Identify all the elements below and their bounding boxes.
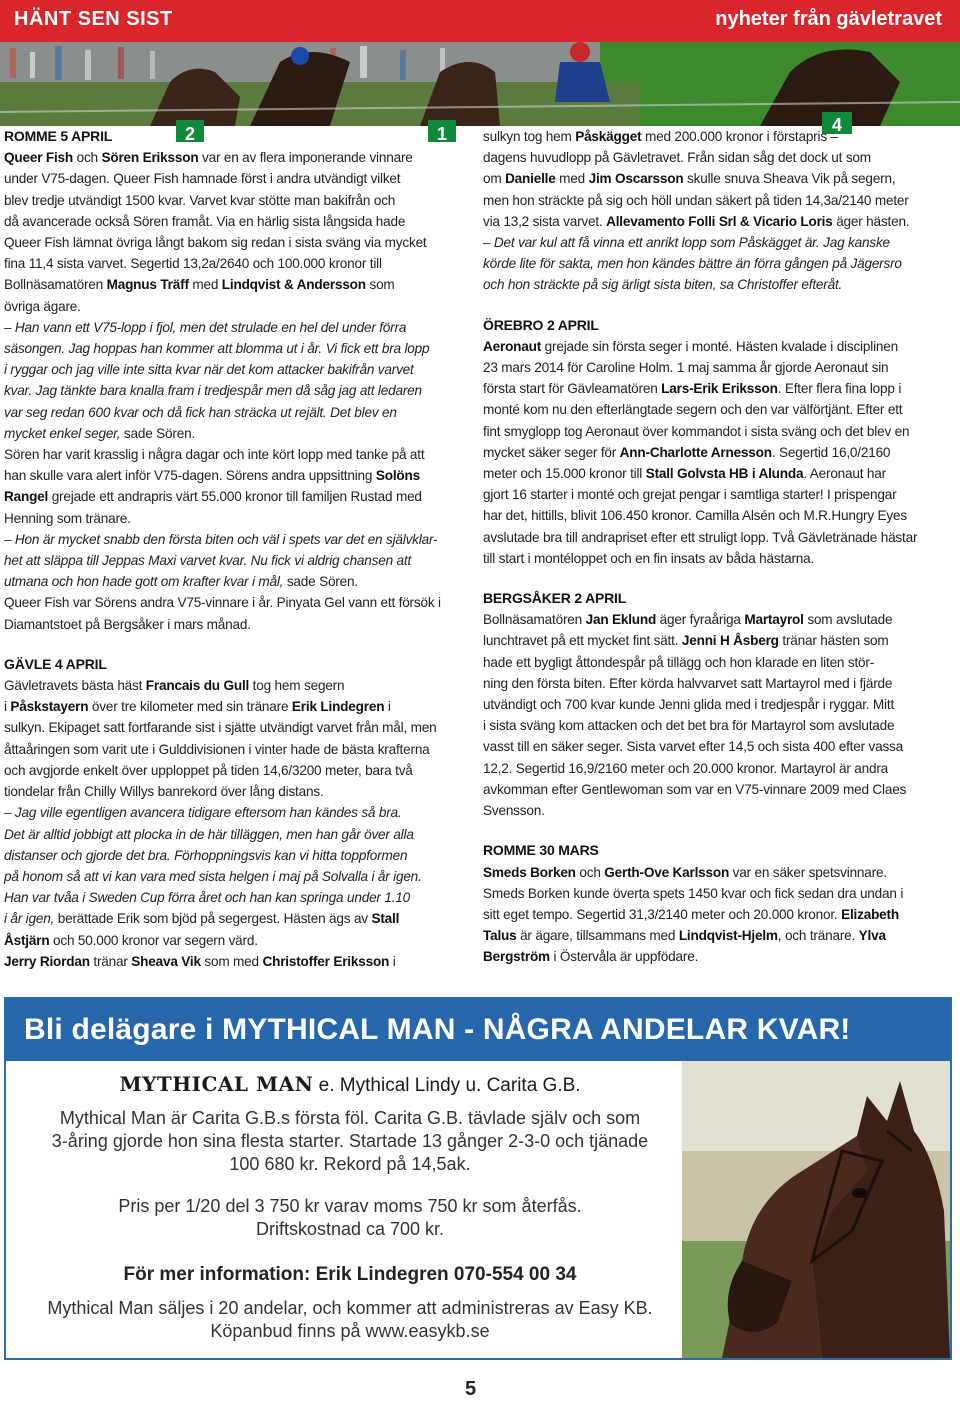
text-line: 12,2. Segertid 16,9/2160 meter och 20.000 kronor. Martayrol är andra: [483, 760, 889, 776]
race-heading: ROMME 5 APRIL: [4, 128, 113, 144]
sale-info: Mythical Man säljes i 20 andelar, och kommer att administreras av Easy KB. Köpanbud finns på www.easykb.se: [14, 1297, 686, 1343]
quote-line: och hon sträckte på sig ärligt sista biten, sa Christoffer efteråt.: [483, 277, 843, 293]
text-line: övriga ägare.: [4, 298, 81, 314]
text-line: 23 mars 2014 för Caroline Holm. 1 maj samma år gjorde Aeronaut sin: [483, 360, 889, 376]
text-line: Henning som tränare.: [4, 510, 131, 526]
race-heading: GÄVLE 4 APRIL: [4, 655, 107, 672]
ad-headline: Bli delägare i MYTHICAL MAN - NÅGRA ANDELAR KVAR!: [24, 1013, 851, 1046]
text-line: Queer Fish lämnat övriga långt bakom sig redan i sista sväng via mycket: [4, 235, 427, 251]
text-line: via 13,2 sista varvet. Allevamento Folli Srl & Vicario Loris äger hästen.: [483, 213, 910, 229]
quote-line: i ryggar och jag ville inte sitta kvar när det kom attacker bakifrån varvet: [4, 362, 414, 378]
text-line: Bollnäsamatören Magnus Träff med Lindqvist & Andersson som: [4, 277, 395, 293]
race-heading: ÖREBRO 2 APRIL: [483, 316, 599, 333]
quote-line: var seg redan 600 kvar och då fick han sträcka ut rejält. Det blev en: [4, 404, 397, 420]
quote-line: Han var tvåa i Sweden Cup förra året och han kan springa under 1.10: [4, 890, 410, 906]
quote-line: säsongen. Jag hoppas han kommer att blomma ut i år. Vi fick ett bra lopp: [4, 341, 430, 357]
easykb-link[interactable]: Köpanbud finns på www.easykb.se: [210, 1321, 490, 1341]
text-line: fint smyglopp tog Aeronaut över kommandot i sista sväng och det blev en: [483, 423, 910, 439]
text-line: ning den första biten. Efter körda halvvarvet satt Martayrol med i fjärde: [483, 675, 893, 691]
price-info: Pris per 1/20 del 3 750 kr varav moms 750 kr som återfås. Driftskostnad ca 700 kr.: [118, 1196, 582, 1239]
text-line: hade ett bygligt åttondespår på tillägg och hon klarade en liten stör-: [483, 654, 875, 670]
text-line: gjort 16 starter i monté och grejat pengar i samtliga starter! I prispengar: [483, 487, 897, 503]
text-line: åttaåringen som varit ute i Gulddivisionen i vinter hade de bästa krafterna: [4, 741, 430, 757]
text-line: Jerry Riordan tränar Sheava Vik som med Christoffer Eriksson i: [4, 953, 396, 969]
text-line: sitt eget tempo. Segertid 31,3/2140 meter och 20.000 kronor. Elizabeth: [483, 906, 899, 922]
text-line: lunchtravet på ett mycket fint sätt. Jenni H Åsberg tränar hästen som: [483, 633, 889, 649]
section-title: HÄNT SEN SIST: [14, 8, 173, 30]
text-line: Bollnäsamatören Jan Eklund äger fyraåriga Martayrol som avslutade: [483, 612, 893, 628]
text-line: meter och 15.000 kronor till Stall Golvsta HB i Alunda. Aeronaut har: [483, 466, 886, 482]
ad-headline-band: [6, 999, 950, 1061]
text-line: om Danielle med Jim Oscarsson skulle snuva Sheava Vik på segern,: [483, 171, 896, 187]
text-line: och avgjorde enkelt över upploppet på tiden 14,6/3200 meter, bara två: [4, 762, 413, 778]
left-column: [4, 126, 469, 972]
right-column: [483, 126, 955, 968]
text-line: mycket säker seger för Ann-Charlotte Arnesson. Segertid 16,0/2160: [483, 444, 891, 460]
race-heading: BERGSÅKER 2 APRIL: [483, 590, 627, 607]
text-line: Gävletravets bästa häst Francais du Gull tog hem segern: [4, 678, 345, 694]
text-line: han skulle vara alert inför V75-dagen. Sörens andra uppsittning Solöns: [4, 468, 420, 484]
text-line: första start för Gävleamatören Lars-Erik Eriksson. Efter flera fina lopp i: [483, 381, 902, 397]
bib-number: 1: [436, 124, 448, 144]
text-line: Sören har varit krasslig i några dagar och inte kört lopp med tanke på att: [4, 447, 425, 463]
text-line: Smeds Borken kunde överta spets 1450 kvar och fick sedan dra undan i: [483, 885, 904, 901]
text-line: sulkyn tog hem Påskägget med 200.000 kronor i förstapris –: [483, 129, 838, 144]
share-advertisement: [4, 997, 952, 1360]
bib-number: 2: [184, 124, 196, 144]
quote-line: utmana och hon hade gott om krafter kvar i mål, sade Sören.: [4, 574, 358, 590]
section-tagline: nyheter från gävletravet: [715, 8, 942, 30]
section-header: [0, 0, 960, 42]
text-line: Smeds Borken och Gerth-Ove Karlsson var en säker spetsvinnare.: [483, 864, 887, 880]
horse-name: MYTHICAL MAN: [119, 1072, 314, 1096]
text-line: i sista sväng kom attacken och det bet bra för Martayrol som avslutade: [483, 718, 895, 734]
text-line: Åstjärn och 50.000 kronor var segern värd.: [4, 932, 258, 948]
text-line: avkomman efter Gentlewoman som var en V75-vinnare 2009 med Claes: [483, 781, 907, 797]
quote-line: kvar. Jag tänkte bara knalla fram i tredjespår men då såg jag att ledaren: [4, 383, 422, 399]
quote-line: – Han vann ett V75-lopp i fjol, men det strulade en hel del under förra: [4, 319, 407, 335]
contact-info: För mer information: Erik Lindegren 070-554 00 34: [123, 1264, 577, 1285]
quote-line: het att släppa till Jeppas Maxi varvet kvar. Nu fick vi aldrig chansen att: [4, 553, 412, 569]
text-line: då avancerade också Sören framåt. Via en härlig sista långsida hade: [4, 213, 406, 229]
text-line: under V75-dagen. Queer Fish hamnade först i andra utvändigt vilket: [4, 171, 401, 187]
text-line: sulkyn. Ekipaget satt fortfarande sist i sjätte utvändigt varvet från mål, men: [4, 720, 437, 736]
text-line: tiondelar från Chilly Willys banrekord över lång distans.: [4, 784, 324, 800]
quote-line: distanser och gjorde det bra. Förhoppningsvis kan vi hitta toppformen: [4, 847, 408, 863]
quote-line: mycket enkel seger, sade Sören.: [4, 425, 196, 441]
quote-line: körde lite för sakta, men hon kändes bättre än förra gången på Jägersro: [483, 256, 902, 272]
text-line: Bergström i Östervåla är uppfödare.: [483, 949, 699, 965]
quote-line: – Hon är mycket snabb den första biten och väl i spets var det en självklar-: [4, 531, 438, 547]
quote-line: – Det var kul att få vinna ett anrikt lopp som Påskägget är. Jag kanske: [483, 235, 890, 251]
text-line: Aeronaut grejade sin första seger i monté. Hästen kvalade i disciplinen: [483, 338, 898, 354]
text-line: Rangel grejade ett andrapris värt 55.000 kronor till familjen Rustad med: [4, 489, 422, 505]
text-line: fina 11,4 sista varvet. Segertid 13,2a/2640 och 100.000 kronor till: [4, 256, 382, 272]
horse-pedigree: [14, 1073, 686, 1097]
text-line: Svensson.: [483, 803, 545, 819]
text-line: Talus är ägare, tillsammans med Lindqvist-Hjelm, och tränare. Ylva: [483, 928, 886, 944]
race-heading: ROMME 30 MARS: [483, 842, 599, 859]
text-line: avslutade bra till andrapriset efter ett struligt lopp. Två Gävletränade hästar: [483, 529, 918, 545]
horse-lineage: e. Mythical Lindy u. Carita G.B.: [313, 1075, 581, 1096]
text-line: men hon sträckte på sig och höll undan säkert på tiden 14,3a/2140 meter: [483, 192, 909, 208]
text-line: dagens huvudlopp på Gävletravet. Från sidan såg det dock ut som: [483, 150, 871, 166]
text-line: blev tredje utvändigt 1500 kvar. Varvet kvar stötte man bakifrån och: [4, 192, 396, 208]
text-line: i år igen, berättade Erik som bjöd på segergest. Hästen ägs av Stall: [4, 911, 400, 927]
horse-portrait: [682, 1061, 950, 1358]
text-line: utvändigt och 700 kvar kunde Jenni glida med i tredjespår i ryggar. Mitt: [483, 697, 895, 713]
text-line: vasst till en säker seger. Sista varvet efter 14,5 och sista 400 efter vassa: [483, 739, 904, 755]
horse-description: Mythical Man är Carita G.B.s första föl. Carita G.B. tävlade själv och som 3-åring gjorde hon sina flesta starter. Startade 13 gånger 2-3-0 och tjänade 100 680 kr. Rekord på 14,5ak.: [51, 1108, 649, 1174]
text-line: har det, hittills, blivit 106.450 kronor. Camilla Alsén och M.R.Hungry Eyes: [483, 508, 907, 524]
text-line: i Påskstayern över tre kilometer med sin tränare Erik Lindegren i: [4, 699, 391, 715]
text-line: Queer Fish var Sörens andra V75-vinnare i år. Pinyata Gel vann ett försök i: [4, 595, 441, 611]
quote-line: – Jag ville egentligen avancera tidigare eftersom han kändes så bra.: [4, 805, 402, 821]
page-number: 5: [465, 1378, 477, 1400]
text-line: Queer Fish och Sören Eriksson var en av flera imponerande vinnare: [4, 150, 413, 166]
text-line: till start i montéloppet och en fin insats av båda hästarna.: [483, 550, 815, 566]
quote-line: Det är alltid jobbigt att plocka in de här tilläggen, men han går över alla: [4, 826, 414, 842]
text-line: monté kom nu den efterlängtade segern och den var välförtjänt. Efter ett: [483, 402, 903, 418]
bib-number: 4: [831, 115, 843, 135]
text-line: Diamantstoet på Bergsåker i mars månad.: [4, 616, 251, 632]
quote-line: på honom så att vi kan vara med sista helgen i maj på Solvalla i år igen.: [4, 868, 422, 884]
